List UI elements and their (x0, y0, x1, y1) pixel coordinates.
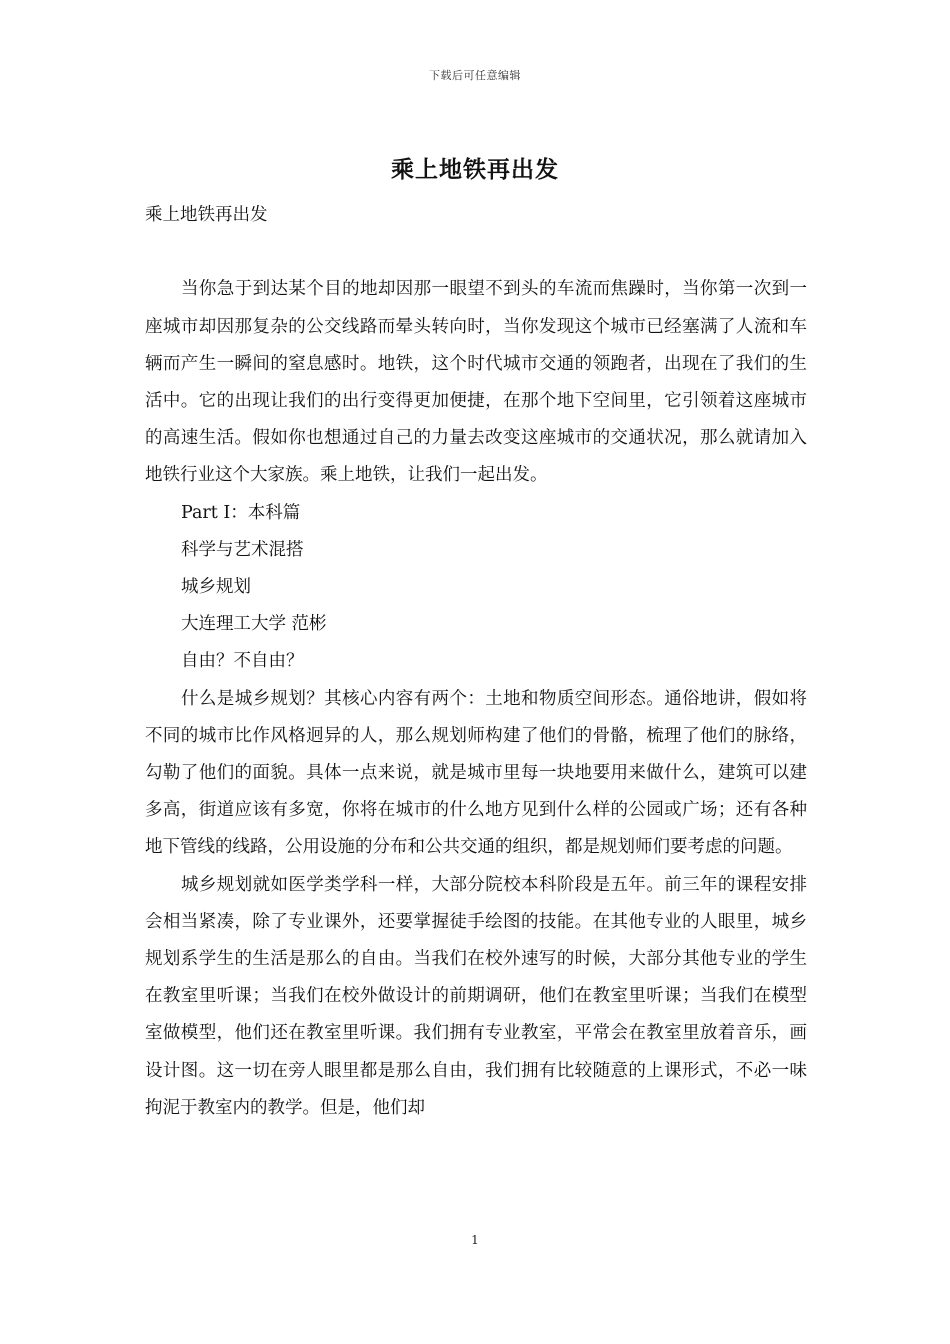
section-heading: 科学与艺术混搭 (181, 539, 304, 560)
body-paragraph-1: 什么是城乡规划？其核心内容有两个：土地和物质空间形态。通俗地讲，假如将不同的城市比作风格迥异的人，那么规划师构建了他们的骨骼，梳理了他们的脉络，勾勒了他们的面貌。具体一点来说，就是城市里每一块地要用来做什么，建筑可以建多高，街道应该有多宽，你将在城市的什么地方见到什么样的公园或广场；还有各种地下管线的线路，公用设施的分布和公共交通的组织，都是规划师们要考虑的问题。 (145, 688, 807, 858)
author-line: 大连理工大学 范彬 (181, 614, 327, 635)
blank-line (145, 234, 807, 271)
part-heading: Part Ⅰ：本科篇 (181, 502, 301, 523)
document-title: 乘上地铁再出发 (391, 156, 559, 183)
header-note: 下载后可任意编辑 (429, 69, 521, 82)
body-paragraph-2: 城乡规划就如医学类学科一样，大部分院校本科阶段是五年。前三年的课程安排会相当紧凑，除了专业课外，还要掌握徒手绘图的技能。在其他专业的人眼里，城乡规划系学生的生活是那么的自由。当我们在校外速写的时候，大部分其他专业的学生在教室里听课；当我们在校外做设计的前期调研，他们在教室里听课；当我们在模型室做模型，他们还在教室里听课。我们拥有专业教室，平常会在教室里放着音乐，画设计图。这一切在旁人眼里都是那么自由，我们拥有比较随意的上课形式，不必一味拘泥于教室内的教学。但是，他们却 (145, 874, 807, 1118)
question-heading: 自由？不自由？ (181, 651, 304, 672)
document-subtitle: 乘上地铁再出发 (145, 205, 268, 225)
major-heading: 城乡规划 (181, 577, 251, 598)
document-body (145, 197, 807, 1127)
intro-paragraph: 当你急于到达某个目的地却因那一眼望不到头的车流而焦躁时，当你第一次到一座城市却因那复杂的公交线路而晕头转向时，当你发现这个城市已经塞满了人流和车辆而产生一瞬间的窒息感时。地铁，这个时代城市交通的领跑者，出现在了我们的生活中。它的出现让我们的出行变得更加便捷，在那个地下空间里，它引领着这座城市的高速生活。假如你也想通过自己的力量去改变这座城市的交通状况，那么就请加入地铁行业这个大家族。乘上地铁，让我们一起出发。 (145, 279, 807, 486)
page-number: 1 (471, 1233, 479, 1247)
